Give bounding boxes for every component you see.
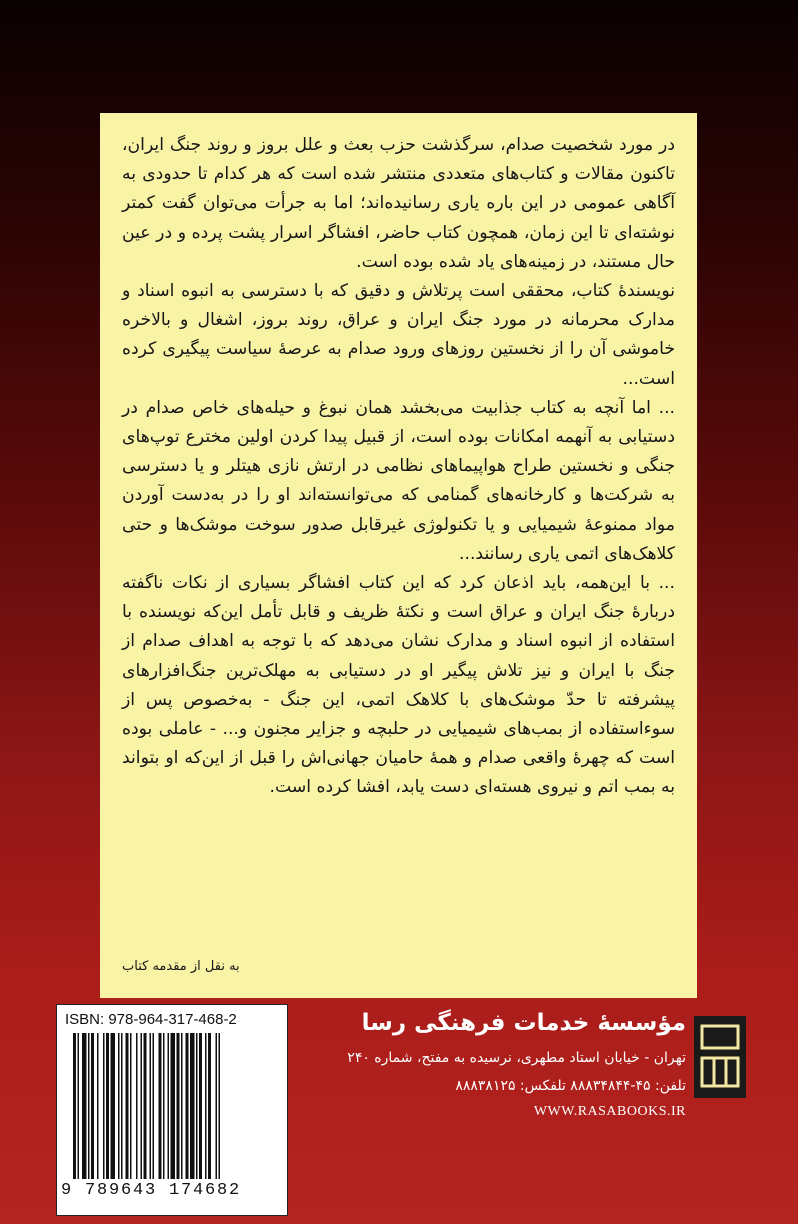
- publisher-block: [286, 1004, 686, 1120]
- excerpt-source: به نقل از مقدمه کتاب: [122, 959, 240, 974]
- isbn-label: ISBN: 978-964-317-468-2: [65, 1011, 237, 1028]
- excerpt-paragraph-1: در مورد شخصیت صدام، سرگذشت حزب بعث و علل بروز و روند جنگ ایران، تاکنون مقالات و کتاب‌های متعددی منتشر شده است که هر کدام تا حدودی به آگاهی عمومی در این باره یاری رسانیده‌اند؛ اما به جرأت می‌توان گفت کمتر نوشته‌ای تا این زمان، همچون کتاب حاضر، افشاگر اسرار پشت پرده و در عین حال مستند، در زمینه‌های یاد شده بوده است.: [122, 135, 675, 272]
- publisher-phone: تلفن: ۴۵-۸۸۸۳۴۸۴۴ تلفکس: ۸۸۸۳۸۱۲۵: [455, 1078, 686, 1094]
- publisher-address: تهران - خیابان استاد مطهری، نرسیده به مفتح، شماره ۲۴۰: [347, 1050, 686, 1066]
- excerpt-paragraph-3: ... اما آنچه به کتاب جذابیت می‌بخشد همان نبوغ و حیله‌های خاص صدام در دستیابی به آنهمه امکانات بوده است، از قبیل پیدا کردن اولین مخترع توپ‌های جنگی و نخستین طراح هواپیماهای نظامی در ارتش نازی هیتلر و یا دسترسی به شرکت‌ها و کارخانه‌های گمنامی که می‌توانسته‌اند او را در به‌دست آوردن مواد ممنوعهٔ شیمیایی و یا تکنولوژی غیرقابل صدور سوخت موشک‌ها و حتی کلاهک‌های اتمی یاری رسانند...: [122, 397, 675, 564]
- isbn-box: [56, 1004, 288, 1216]
- publisher-website: WWW.RASABOOKS.IR: [533, 1104, 686, 1119]
- barcode-icon: [73, 1033, 273, 1181]
- rasa-logo-icon: [694, 1016, 746, 1098]
- back-cover-footer: [56, 1004, 746, 1218]
- excerpt-paragraph-4: ... با این‌همه، باید اذعان کرد که این کتاب افشاگر بسیاری از نکات ناگفته دربارهٔ جنگ ایران و عراق است و نکتهٔ ظریف و قابل تأمل این‌که نویسنده با استفاده از انبوه اسناد و مدارک نشان می‌دهد که با توجه به اهداف صدام از جنگ با ایران و نیز تلاش پیگیر او در دستیابی به مهلک‌ترین جنگ‌افزارهای پیشرفته تا حدّ موشک‌های با کلاهک اتمی، این جنگ - به‌خصوص پس از سوءاستفاده از بمب‌های شیمیایی در حلبچه و جزایر مجنون و... - عاملی بوده است که چهرهٔ واقعی صدام و همهٔ حامیان جهانی‌اش را قبل از این‌که او بتواند به بمب اتم و نیروی هسته‌ای دست یابد، افشا کرده است.: [122, 573, 675, 798]
- ean-digits: 9 789643 174682: [61, 1181, 242, 1200]
- excerpt-panel: [100, 113, 697, 998]
- publisher-name: مؤسسهٔ خدمات فرهنگی رسا: [361, 1010, 686, 1036]
- excerpt-paragraph-2: نویسندهٔ کتاب، محققی است پرتلاش و دقیق که با دسترسی به انبوه اسناد و مدارک محرمانه در مورد جنگ ایران و عراق، روند بروز، اشغال و بالاخره خاموشی آن را از نخستین روزهای ورود صدام به عرصهٔ سیاست پیگیری کرده است...: [122, 281, 675, 389]
